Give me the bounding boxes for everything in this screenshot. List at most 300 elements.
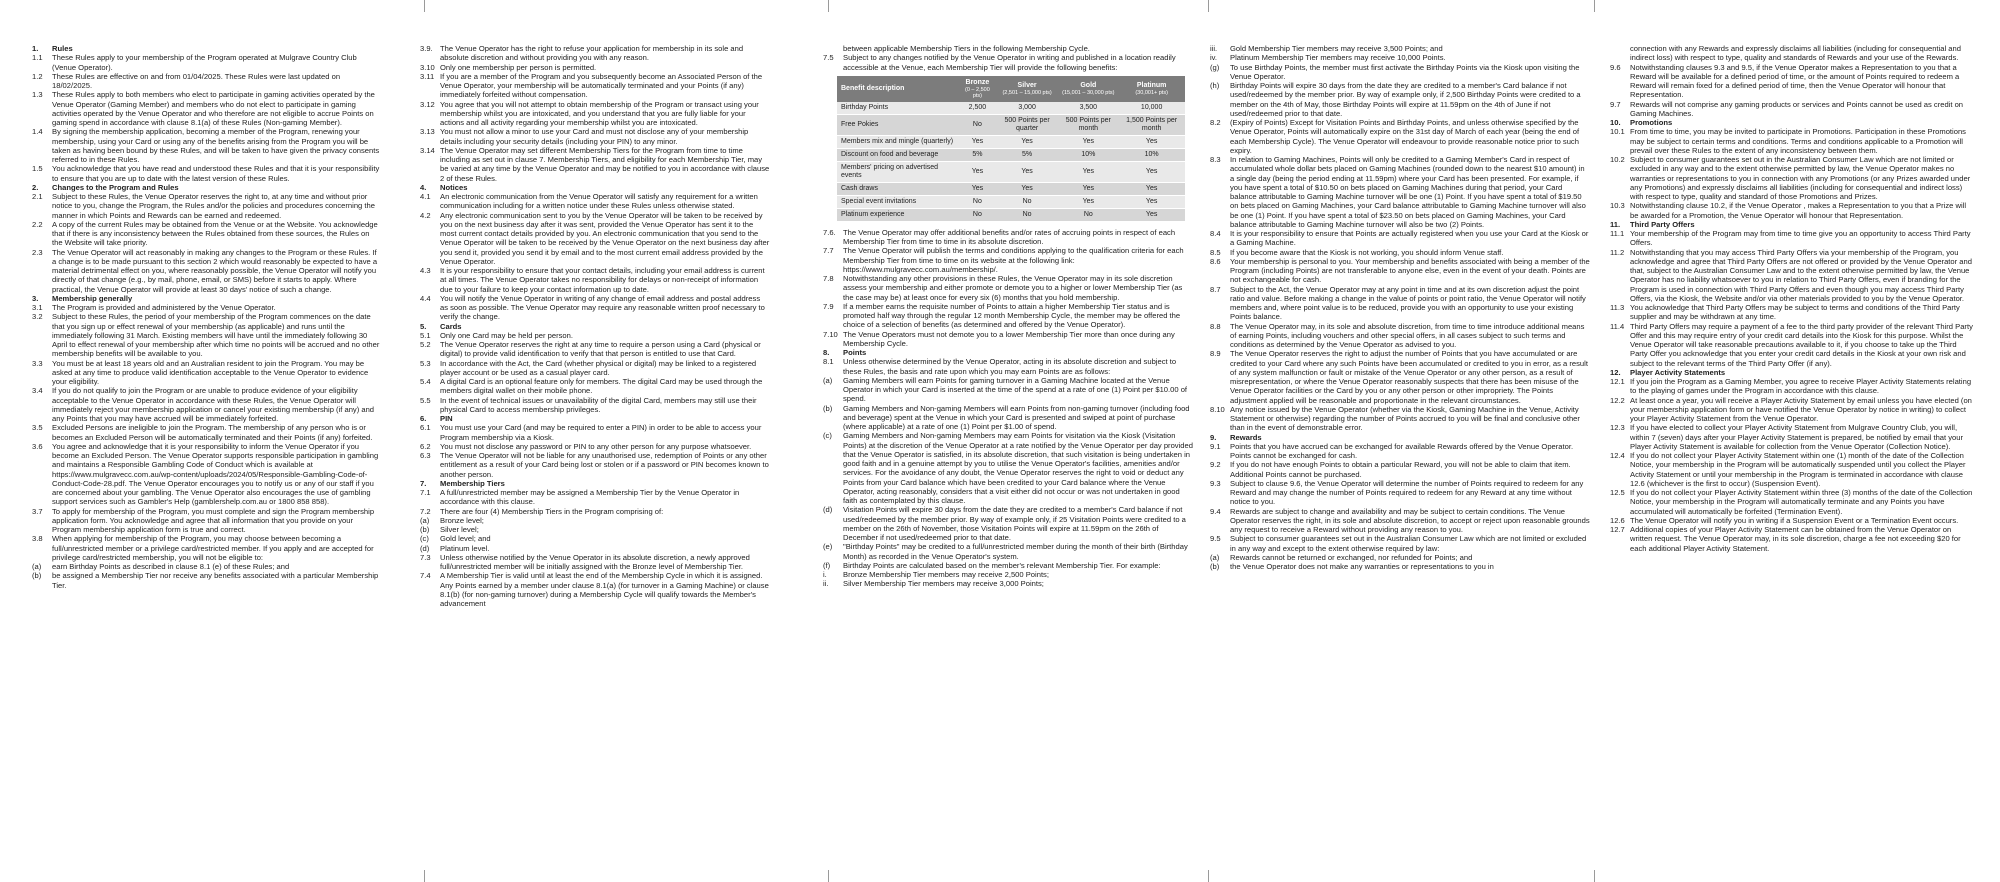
clause-number: 9.2 [1210, 460, 1221, 470]
clause-number: 3.11 [420, 71, 435, 81]
clause-number: 8. [823, 348, 830, 357]
clause-text: Subject to consumer guarantees set out in the Australian Consumer Law which are not limited or excluded in any way and to the extent otherwise permitted by law, the Venue Operator makes no warranties or representations to you in connection with any Promotions (or any Prizes awarded under any Promotions) and expressly disclaims all liabilities (including for consequential and indirect loss) with respect to type, quality and standard of those Promotions and Prizes. [1630, 155, 1971, 201]
section-heading [420, 414, 770, 423]
clause-text: These Rules are effective on and from 01/04/2025. These Rules were last updated on 18/02/2025. [52, 71, 341, 90]
tier-value-cell: 2,500 [959, 102, 996, 115]
benefit-description-cell: Discount on food and beverage [837, 148, 959, 161]
clause [1210, 442, 1590, 461]
clause-text: The Venue Operator will not be liable for any unauthorised use, redemption of Points or any other entitlement as a result of your Card being lost or stolen or if a password or PIN becomes known to another person. [440, 451, 769, 479]
clause-number: 3.4 [32, 386, 43, 396]
clause [823, 53, 1193, 72]
clause-number: (c) [420, 534, 429, 544]
section-title: Cards [440, 321, 462, 331]
section-heading [32, 183, 382, 192]
clause-number: (b) [823, 403, 833, 413]
clause-number: 8.9 [1210, 349, 1221, 359]
clause-number: 12.6 [1610, 515, 1625, 525]
clause [1610, 525, 1975, 553]
clause-number: 1.1 [32, 53, 43, 63]
section-title: PIN [440, 414, 453, 423]
clause-number: 9.1 [1210, 441, 1221, 451]
clause-number: 3.13 [420, 127, 435, 137]
tier-value-cell: 3,500 [1058, 102, 1118, 115]
benefit-description-cell: Cash draws [837, 182, 959, 195]
clause [420, 44, 770, 63]
clause [1610, 451, 1975, 488]
tier-value-cell: 10,000 [1118, 102, 1185, 115]
tier-value-cell: Yes [959, 135, 996, 148]
clause-number: 3.10 [420, 62, 435, 72]
clause [420, 340, 770, 359]
tier-header-name: Bronze [965, 78, 990, 86]
section-heading [1610, 118, 1975, 127]
clause-text: You agree that you will not attempt to obtain membership of the Program or transact using your membership whilst you are intoxicated, and you understand that you are fully liable for your actions and all activity regarding your membership whilst you are intoxicated. [440, 99, 759, 127]
clause-number: (b) [1210, 562, 1220, 571]
tier-value-cell: 500 Points per quarter [996, 114, 1059, 135]
clause-text: Notwithstanding any other provisions in these Rules, the Venue Operator may in its sole discretion assess your membership and either promote or demote you to a higher or lower Membership Tier (as the case may be) at least once for every six (6) months that you hold membership. [843, 274, 1183, 302]
clause-number: 9.7 [1610, 99, 1621, 109]
clause-text: These Rules apply to your membership of the Program operated at Mulgrave Country Club (Venue Operator). [52, 53, 357, 72]
clause [420, 331, 770, 340]
clause-number: 8.6 [1210, 256, 1221, 266]
table-row [837, 148, 1185, 161]
clause-number: (c) [823, 431, 832, 441]
clause-text: Gaming Members will earn Points for gaming turnover in a Gaming Machine located at the Venue Operator in which your Card is inserted at the time of the spend at a rate of one (1) Point per $10.00 of spend. [843, 375, 1188, 404]
tier-value-cell: 10% [1118, 148, 1185, 161]
clause-text: If you do not collect your Player Activity Statement within one (1) month of the date of the Collection Notice, your membership in the Program will be automatically suspended until you collect the Player Activity Statement or until your membership in the Program is terminated in accordance with clause 12.6 (whichever is the first to occur) (Suspension Event). [1630, 451, 1966, 488]
tier-value-cell: Yes [1058, 135, 1118, 148]
clause [420, 146, 770, 183]
clause-text: An electronic communication from the Venue Operator will satisfy any requirement for a written communication including for a written notice under these Rules unless otherwise stated. [440, 192, 758, 211]
clause [32, 562, 382, 571]
clause [823, 561, 1193, 570]
clause-number: 8.2 [1210, 118, 1221, 127]
clause-number: (f) [823, 560, 831, 570]
clause-text: The Venue Operator may, in its sole and absolute discretion, from time to time introduce additional means of earning Points, including vouchers and other special offers, in all cases subject to such terms and conditions as determined by the Venue Operator as advised to you. [1230, 321, 1585, 349]
crop-mark [828, 0, 829, 12]
clause-text: Rewards will not comprise any gaming products or services and Points cannot be used as credit on Gaming Machines. [1630, 99, 1964, 118]
clause-number: 9. [1210, 432, 1217, 442]
clause-number: 2.1 [32, 192, 43, 201]
clause-text: "Birthday Points" may be credited to a full/unrestricted member during the month of their birth (Birthday Month) as recorded in the Venue Operator's system. [843, 542, 1188, 561]
clause-text: A digital Card is an optional feature only for members. The digital Card may be used through the members digital wallet on their mobile phone. [440, 377, 763, 396]
clause-text: Additional copies of your Player Activity Statement can be obtained from the Venue Operator on written request. The Venue Operator may, in its sole discretion, charge a fee not exceeding $20 for each additional Player Activity Statement. [1630, 525, 1961, 553]
clause [1210, 562, 1590, 571]
tier-header-range: (0 – 2,500 pts) [965, 86, 990, 99]
clause-text: In the event of technical issues or unavailability of the digital Card, members may still use their physical Card to access membership privileges. [440, 395, 757, 414]
table-row [837, 135, 1185, 148]
clause [823, 274, 1193, 302]
clause [32, 127, 382, 164]
clause-number: 8.1 [823, 357, 834, 367]
clause-number: 11.1 [1610, 229, 1625, 238]
clause-text: Rewards are subject to change and availability and may be subject to certain conditions. The Venue Operator reserves the right, in its sole and absolute discretion, to accept or reject upon reasonable grounds any request to receive a Reward without providing any reason to you. [1230, 506, 1590, 534]
clause-number: 9.6 [1610, 62, 1621, 72]
clause-text: Only one membership per person is permitted. [440, 62, 597, 72]
benefit-description-cell: Free Pokies [837, 114, 959, 135]
crop-mark [1208, 870, 1209, 882]
tier-value-cell: No [996, 195, 1059, 208]
clause-number: 12. [1610, 367, 1621, 377]
section-heading [32, 44, 382, 53]
clause-text: You acknowledge that you have read and understood these Rules and that it is your responsibility to ensure that you are up to date with the latest version of these Rules. [52, 164, 380, 183]
clause-number: 10.2 [1610, 155, 1625, 164]
clause-number: 5.1 [420, 330, 431, 340]
clause-number: 3.1 [32, 303, 43, 312]
clause-text: earn Birthday Points as described in clause 8.1 (e) of these Rules; and [52, 562, 290, 571]
clause-text: To apply for membership of the Program, you must complete and sign the Program membership application form. You acknowledge and agree that all information that you provide on your Program membership application form is true and correct. [52, 506, 375, 534]
benefit-description-cell: Members mix and mingle (quarterly) [837, 135, 959, 148]
clause [32, 423, 382, 442]
clause [32, 192, 382, 220]
clause [1610, 127, 1975, 155]
clause-number: 3.6 [32, 441, 43, 451]
clause-number: 4.3 [420, 266, 431, 275]
clause [1610, 201, 1975, 220]
clause-number: 7.5 [823, 53, 834, 63]
clause-text: The Venue Operator will publish the terms and conditions applying to the qualification criteria for each Membership Tier from time to time on its website at the following link: https://www.mulgravecc.com.au/membership/. [843, 246, 1184, 274]
section-heading [1610, 368, 1975, 377]
clause [1210, 118, 1590, 155]
clause-number: (d) [823, 505, 833, 515]
clause-text: Rewards cannot be returned or exchanged, nor refunded for Points; and [1230, 552, 1473, 562]
tier-value-cell: 5% [959, 148, 996, 161]
clause-number: 7.4 [420, 571, 431, 581]
clause-number: 3.14 [420, 145, 435, 155]
tier-header-cell [837, 76, 959, 102]
clause [420, 396, 770, 415]
benefit-description-cell: Birthday Points [837, 102, 959, 115]
clause-text: connection with any Rewards and expressly disclaims all liabilities (including for consequential and indirect loss) with respect to type, quality and standards of Rewards and your use of the Rewards. [1630, 44, 1961, 63]
tier-value-cell: No [1058, 208, 1118, 221]
clause-number: 3.12 [420, 99, 435, 109]
crop-mark [1208, 0, 1209, 12]
section-heading [1210, 433, 1590, 442]
clause [32, 72, 382, 91]
clause [823, 376, 1193, 404]
tier-value-cell: No [959, 195, 996, 208]
clause [1610, 303, 1975, 322]
clause-text: The Venue Operator has the right to refuse your application for membership in its sole and absolute discretion and without providing you with any reason. [440, 44, 744, 63]
clause-number: 11.3 [1610, 303, 1625, 312]
crop-mark [1594, 0, 1595, 12]
clause-text: Your membership is personal to you. Your membership and benefits associated with being a member of the Program (including Points) are not transferable to anyone else, even in the event of your death. Points are not exchangeable for cash. [1230, 256, 1590, 285]
tier-header-range: (2,501 – 15,000 pts) [1002, 89, 1052, 96]
crop-mark [828, 870, 829, 882]
clause [823, 579, 1193, 588]
tier-header-cell [1058, 76, 1118, 102]
clause [420, 553, 770, 572]
clause [32, 312, 382, 358]
clause-number: 8.3 [1210, 155, 1221, 164]
clause-text: The Venue Operator reserves the right to adjust the number of Points that you have accumulated or are credited to your Card where any such Points have been accumulated or credited to you in error, as a result of any system malfunction or fault or mistake of the Venue Operator or any other person, as a result of misrepresentation, or where the Venue Operator reasonably suspects that there has been misuse of the Venue Operator facilities or the Card by you or any other person or other impropriety. The Points adjustment applied will be reasonable and proportionate in the relevant circumstances. [1230, 349, 1588, 405]
clause [32, 248, 382, 294]
table-row [837, 182, 1185, 195]
clause [32, 534, 382, 562]
table-row [837, 114, 1185, 135]
clause [1610, 44, 1975, 63]
tier-header-name: Gold [1080, 81, 1097, 89]
clause-text: In accordance with the Act, the Card (whether physical or digital) may be linked to a registered player account or be used as a casual player card. [440, 358, 757, 377]
crop-mark [424, 0, 425, 12]
clause-number: 7.9 [823, 301, 834, 311]
clause [1610, 100, 1975, 119]
clause-number: 8.4 [1210, 229, 1221, 238]
clause-number [823, 44, 843, 53]
clause-number: 3.8 [32, 534, 43, 544]
clause-text: Any electronic communication sent to you by the Venue Operator will be taken to be received by you on the next business day after it was sent, provided the Venue Operator has sent it to the most current contact details provided by you. An electronic communication that you send to the Venue Operator will be taken to be received by the Venue Operator on the next business day after you send it, provided you send it by email and to the most current email address provided by the Venue Operator. [440, 210, 770, 266]
clause [420, 377, 770, 396]
clause-text: Gold level; and [440, 534, 491, 544]
tier-value-cell: Yes [1058, 161, 1118, 182]
clause-number: 2. [32, 182, 39, 192]
clause [1210, 285, 1590, 322]
clause-number: i. [823, 570, 827, 579]
tier-value-cell: No [996, 208, 1059, 221]
clause-text: You acknowledge that Third Party Offers may be subject to terms and conditions of the Third Party supplier and may be withdrawn at any time. [1630, 303, 1960, 322]
clause [823, 44, 1193, 53]
section-title: Rewards [1230, 432, 1262, 442]
tier-value-cell: Yes [996, 161, 1059, 182]
clause-text: between applicable Membership Tiers in the following Membership Cycle. [843, 44, 1090, 53]
clause-number: 5.4 [420, 377, 431, 386]
text-column-3 [823, 44, 1193, 589]
clause [420, 571, 770, 608]
clause [823, 404, 1193, 432]
clause-text: You must be at least 18 years old and an Australian resident to join the Program. You may be asked at any time to produce valid identification acceptable to the Venue Operator to evidence your eligibility. [52, 358, 369, 386]
clause-number: 8.5 [1210, 247, 1221, 257]
section-title: Changes to the Program and Rules [52, 182, 179, 192]
clause-text: The Venue Operator may set different Membership Tiers for the Program from time to time including as set out in clause 7. Membership Tiers, and eligibility for each Membership Tier, may be varied at any time by the Venue Operator and may be notified to you in accordance with clause 2 of these Rules. [440, 145, 770, 183]
clause [1210, 534, 1590, 553]
clause-number: (a) [1210, 552, 1220, 562]
tier-header-cell [996, 76, 1059, 102]
clause-number: 5.5 [420, 395, 431, 405]
clause-text: There are four (4) Membership Tiers in the Program comprising of: [440, 506, 664, 516]
tier-value-cell: Yes [959, 161, 996, 182]
clause-text: Subject to consumer guarantees set out in the Australian Consumer Law which are not limited or excluded in any way and except to the extent otherwise required by law: [1230, 534, 1587, 553]
clause-number: ii. [823, 579, 829, 589]
clause-text: If you do not collect your Player Activity Statement within three (3) months of the date of the Collection Notice, your membership in the Program will automatically terminate and any Points you have accumulated will automatically be forfeited (Termination Event). [1630, 488, 1973, 516]
clause-text: Only one Card may be held per person. [440, 330, 573, 340]
clause-text: the Venue Operator does not make any warranties or representations to you in [1230, 562, 1494, 571]
clause [1210, 44, 1590, 53]
clause [1210, 460, 1590, 479]
clause-text: Bronze Membership Tier members may receive 2,500 Points; [843, 570, 1049, 579]
clause-text: If you join the Program as a Gaming Member, you agree to receive Player Activity Statements relating to the playing of games under the Program in accordance with this clause. [1630, 377, 1972, 396]
clause [420, 127, 770, 146]
clause-number: (h) [1210, 81, 1220, 90]
clause-text: Any notice issued by the Venue Operator (whether via the Kiosk, Gaming Machine in the Venue, Activity Statement or otherwise) regarding the number of Points accrued to you will be final and conclusive other than in the event of demonstrable error. [1230, 404, 1580, 433]
clause-text: If you become aware that the Kiosk is not working, you should inform Venue staff. [1230, 247, 1504, 257]
clause [32, 386, 382, 423]
clause-text: Subject to these Rules, the Venue Operator reserves the right to, at any time and without prior notice to you, change the Program, the Rules and/or the policies and procedures concerning the manner in which Points and Rewards can be earned and redeemed. [52, 192, 375, 220]
clause-text: You must use your Card (and may be required to enter a PIN) in order to be able to access your Program membership via a Kiosk. [440, 423, 762, 442]
clause [1610, 488, 1975, 516]
clause [823, 330, 1193, 349]
section-heading [420, 479, 770, 488]
tier-value-cell: Yes [1118, 182, 1185, 195]
clause-number: 10.1 [1610, 127, 1625, 137]
benefit-description-cell: Members' pricing on advertised events [837, 161, 959, 182]
clause-text: A full/unrestricted member may be assigned a Membership Tier by the Venue Operator in accordance with this clause. [440, 488, 740, 507]
benefit-description-cell: Platinum experience [837, 208, 959, 221]
clause [1210, 53, 1590, 62]
benefit-description-cell: Special event invitations [837, 195, 959, 208]
clause [32, 507, 382, 535]
clause [420, 507, 770, 516]
clause-text: You will notify the Venue Operator in writing of any change of email address and postal address as soon as possible. The Venue Operator may require any reasonable written proof necessary to verify the change. [440, 293, 765, 322]
tier-value-cell: Yes [1118, 161, 1185, 182]
tier-value-cell: 5% [996, 148, 1059, 161]
clause-text: It is your responsibility to ensure that your contact details, including your email address is current at all times. The Venue Operator takes no responsibility for delays or non-receipt of information due to your failure to keep your contact information up to date. [440, 266, 765, 294]
clause-text: The Venue Operator reserves the right at any time to require a person using a Card (physical or digital) to provide valid identification to verify that that person is entitled to use that Card. [440, 340, 761, 359]
tier-header-cell [959, 76, 996, 102]
section-title: Points [843, 348, 867, 357]
clause-text: Gold Membership Tier members may receive 3,500 Points; and [1230, 44, 1443, 53]
clause-number: 1.4 [32, 127, 43, 137]
clause [32, 303, 382, 312]
section-title: Membership generally [52, 293, 133, 303]
tier-value-cell: Yes [1118, 135, 1185, 148]
text-column-4 [1210, 44, 1590, 571]
clause [32, 90, 382, 127]
clause [823, 246, 1193, 274]
clause-text: To use Birthday Points, the member must first activate the Birthday Points via the Kiosk upon visiting the Venue Operator. [1230, 62, 1580, 81]
clause-text: You agree and acknowledge that it is your responsibility to inform the Venue Operator if you become an Excluded Person. The Venue Operator supports responsible participation in gambling and maintains a Responsible Gambling Code of Conduct which is available at https://www.mulgravecc.com.au/wp-content/uploads/2024/05/Responsible-Gambling-Code-of-Conduct-Code-28.pdf. The Venue Operator encourages you to notify us or any of our staff if you are concerned about your gambling. The Venue Operator also encourages the use of gambling support services such as Gambler's Help (gamblershelp.com.au or 1800 858 858). [52, 441, 379, 507]
clause-number: 1.2 [32, 71, 43, 81]
clause [823, 542, 1193, 561]
section-title: Notices [440, 182, 468, 192]
clause-text: By signing the membership application, becoming a member of the Program, renewing your membership, using your Card or using any of the benefits arising from the Program you will be taken as having been bound by these Rules, and will be taken to have given the privacy consents referred to in these Rules. [52, 127, 380, 164]
tier-value-cell: Yes [1058, 195, 1118, 208]
clause-number: 3.7 [32, 506, 43, 516]
clause [420, 544, 770, 553]
clause [1210, 553, 1590, 562]
clause-text: When applying for membership of the Program, you may choose between becoming a full/unrestricted member or a privilege card/restricted member. If you apply and are accepted for privilege card/restricted membership, you will not be eligible to: [52, 534, 374, 562]
clause-text: Platinum level. [440, 543, 490, 553]
clause-number: 3. [32, 293, 39, 303]
clause [420, 442, 770, 451]
section-heading [420, 322, 770, 331]
clause-text: The Venue Operator will act reasonably in making any changes to the Program or these Rules. If a change is to be made pursuant to this section 2 which would reasonably be expected to have a material detrimental effect on you, where reasonably possible, the Venue Operator will notify you directly of that change (e.g., by mail, phone, email, or SMS) before it starts to apply. Where practical, the Venue Operator will provide at least 30 days' notice of such a change. [52, 247, 378, 294]
clause-number: (a) [420, 515, 430, 525]
clause-text: If you do not qualify to join the Program or are unable to produce evidence of your eligibility acceptable to the Venue Operator in accordance with these Rules, the Venue Operator will immediately reject your membership application or cancel your existing membership (if any) and any Points that you may have accrued will be immediately forfeited. [52, 386, 375, 423]
clause-number: 5. [420, 321, 427, 331]
clause-number: 7.10 [823, 329, 838, 339]
clause [32, 164, 382, 183]
section-title: Third Party Offers [1630, 219, 1695, 229]
clause-number: (a) [32, 562, 42, 571]
clause-text: A Membership Tier is valid until at least the end of the Membership Cycle in which it is assigned. Any Points earned by a member under clause 8.1(a) (for turnover in a Gaming Machine) or clause 8.1(b) (for non-gaming turnover) during a Membership Cycle will qualify towards the Member's advancement [440, 571, 769, 608]
clause-text: From time to time, you may be invited to participate in Promotions. Participation in these Promotions may be subject to certain terms and conditions. Terms and conditions applicable to a Promotion will prevail over these Rules to the extent of any inconsistency between them. [1630, 127, 1966, 155]
clause-text: Third Party Offers may require a payment of a fee to the third party provider of the relevant Third Party Offer and this may require entry of your credit card details into the Kiosk for this purpose. Whilst the Venue Operator will take reasonable precautions available to it, if you choose to take up the Third Party Offer you acknowledge that you enter your credit card details in the Kiosk at your own risk and subject to the relevant terms of the Third Party Offer (if any). [1630, 321, 1973, 368]
clause [1610, 248, 1975, 304]
clause-number: 9.3 [1210, 478, 1221, 488]
text-column-1 [32, 44, 382, 590]
clause-text: In relation to Gaming Machines, Points will only be credited to a Gaming Member's Card in respect of accumulated whole dollar bets placed on Gaming Machines (rounded down to the nearest $10 amount) in a single day (being the period ending at 11.59pm) where your Card has been presented. For example, if you have spent a total of $10.50 on bets placed on Gaming Machines during that period, your Card balance attributable to Gaming Machine turnover will be one (1) Point. If you have spent a total of $19.50 on bets placed on Gaming Machines, your Card balance attributable to Gaming Machine turnover will also be one (1) Point. If you have spent a total of $23.50 on bets placed on Gaming Machines, your Card balance attributable to Gaming Machine turnover will also be two (2) Points. [1230, 155, 1586, 229]
clause [1210, 405, 1590, 433]
clause [823, 431, 1193, 505]
clause-text: Notwithstanding clauses 9.3 and 9.5, if the Venue Operator makes a Representation to you that a Reward will be available for a defined period of time, or the amount of Points required to redeem a Reward will remain fixed for a defined period of time, then the Venue Operator will honour that Representation. [1630, 62, 1960, 100]
clause [823, 505, 1193, 542]
clause-text: At least once a year, you will receive a Player Activity Statement by email unless you have elected (on your membership application form or have notified the Venue Operator by notice in writing) to collect your Player Activity Statement from the Venue Operator. [1630, 395, 1972, 423]
tier-value-cell: 3,000 [996, 102, 1059, 115]
clause-number: 10.3 [1610, 201, 1625, 211]
clause-number: iii. [1210, 44, 1218, 53]
clause [1210, 81, 1590, 118]
clause-number: 1.5 [32, 164, 43, 174]
section-title: Promotions [1630, 118, 1673, 127]
clause-text: You must not allow a minor to use your Card and must not disclose any of your membership details including your security details (including your PIN) to any minor. [440, 127, 749, 146]
clause-text: Platinum Membership Tier members may receive 10,000 Points. [1230, 53, 1446, 63]
clause [1610, 322, 1975, 368]
clause-text: Excluded Persons are ineligible to join the Program. The membership of any person who is or becomes an Excluded Person will be automatically terminated and their Points (if any) forfeited. [52, 423, 373, 442]
clause [420, 266, 770, 294]
clause [1610, 155, 1975, 201]
clause-number: 4.2 [420, 210, 431, 220]
clause-number: 12.5 [1610, 488, 1625, 497]
clause-number: (d) [420, 543, 430, 553]
clause-number: 6.2 [420, 441, 431, 451]
section-heading [823, 348, 1193, 357]
clause [420, 294, 770, 322]
clause [32, 220, 382, 248]
clause [420, 534, 770, 543]
clause-text: Subject to the Act, the Venue Operator may at any point in time and at its own discretion adjust the point ratio and value. Before making a change in the value of points or point ratio, the Venue Operator will notify members and, where point value is to be reduced, provide you with an opportunity to use your existing Points balance. [1230, 284, 1586, 322]
tier-header-range: (15,001 – 30,000 pts) [1062, 89, 1115, 96]
clause [1210, 229, 1590, 248]
clause-text: Silver Membership Tier members may receive 3,000 Points; [843, 579, 1044, 589]
clause-number: 8.8 [1210, 321, 1221, 331]
clause-number: 3.3 [32, 358, 43, 368]
table-row [837, 102, 1185, 115]
tier-header-name: Platinum [1136, 81, 1167, 89]
clause-number: 1. [32, 44, 39, 53]
clause [1210, 63, 1590, 82]
section-title: Player Activity Statements [1630, 367, 1726, 377]
crop-mark [424, 870, 425, 882]
clause [1610, 396, 1975, 424]
clause-number: 9.5 [1210, 534, 1221, 544]
clause [420, 211, 770, 267]
section-heading [1610, 220, 1975, 229]
clause-text: Unless otherwise notified by the Venue Operator in its absolute discretion, a newly approved full/unrestricted member will be initially assigned with the Bronze level of Membership Tier. [440, 552, 750, 571]
clause-number: (b) [32, 571, 42, 581]
clause-number: 3.9. [420, 44, 433, 53]
tier-value-cell: Yes [1058, 182, 1118, 195]
clause-number: 3.5 [32, 423, 43, 433]
text-column-5 [1610, 44, 1975, 553]
clause-number: 7.6. [823, 227, 836, 237]
tier-value-cell: Yes [1118, 208, 1185, 221]
tier-value-cell: No [959, 114, 996, 135]
clause-number: (g) [1210, 62, 1220, 72]
clause-number: 10. [1610, 118, 1621, 127]
clause-number: 9.4 [1210, 506, 1221, 516]
clause-number: 7.8 [823, 274, 834, 283]
clause-number: 12.7 [1610, 525, 1625, 534]
tier-value-cell: Yes [959, 182, 996, 195]
clause [420, 63, 770, 72]
clause-number: 6.1 [420, 423, 431, 433]
text-column-2 [420, 44, 770, 608]
clause [420, 359, 770, 378]
clause [420, 516, 770, 525]
clause [1610, 423, 1975, 451]
clause [1610, 377, 1975, 396]
clause-text: Gaming Members and Non-gaming Members will earn Points from non-gaming turnover (including food and beverage) spent at the Venue in which your Card is presented and swiped at point of purchase (where applicable) at a rate of one (1) Point per $1.00 of spend. [843, 403, 1190, 431]
